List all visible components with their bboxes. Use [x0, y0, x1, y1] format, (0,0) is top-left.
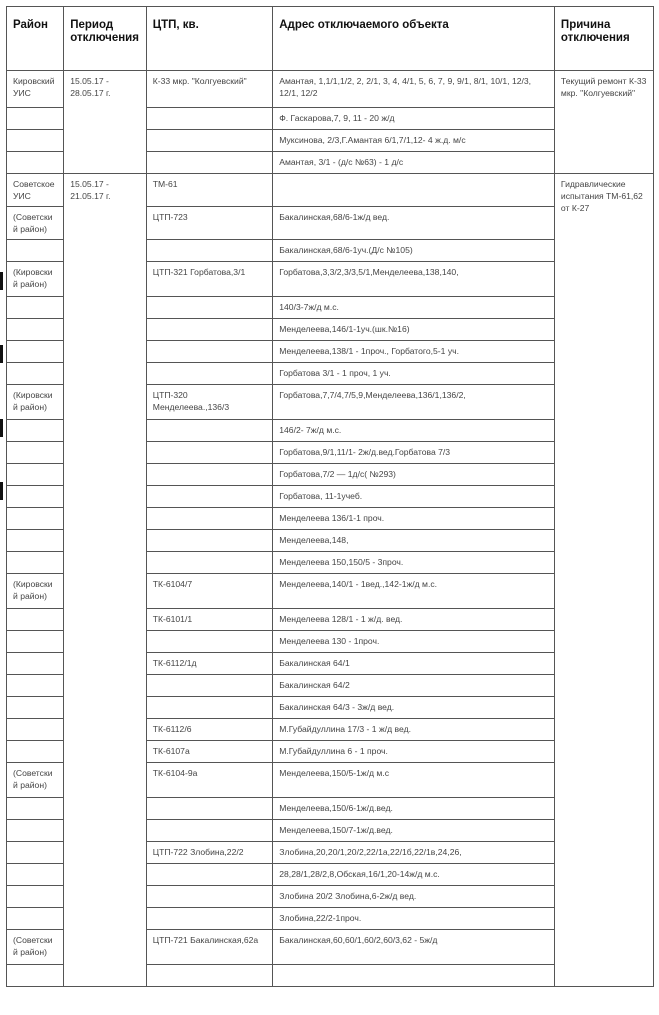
address-cell: Бакалинская 64/2	[273, 675, 555, 697]
ctp-cell	[146, 108, 273, 130]
district-cell	[7, 842, 64, 864]
ctp-cell	[146, 530, 273, 552]
district-cell	[7, 908, 64, 930]
address-cell: Злобина,20,20/1,20/2,22/1а,22/1б,22/1в,24,26,	[273, 842, 555, 864]
district-cell: (Кировский район)	[7, 385, 64, 420]
address-cell: Горбатова,9/1,11/1- 2ж/д.вед.Горбатова 7/3	[273, 442, 555, 464]
ctp-cell	[146, 798, 273, 820]
district-cell	[7, 363, 64, 385]
district-cell	[7, 297, 64, 319]
district-cell	[7, 530, 64, 552]
header-ctp: ЦТП, кв.	[146, 7, 273, 71]
ctp-cell	[146, 552, 273, 574]
header-period: Период отключения	[64, 7, 147, 71]
edge-mark	[0, 345, 3, 363]
ctp-cell	[146, 363, 273, 385]
edge-mark	[0, 272, 3, 290]
ctp-cell	[146, 420, 273, 442]
address-cell: 140/3-7ж/д м.с.	[273, 297, 555, 319]
ctp-cell	[146, 820, 273, 842]
ctp-cell	[146, 908, 273, 930]
address-cell: Менделеева,148,	[273, 530, 555, 552]
district-cell: (Кировский район)	[7, 574, 64, 609]
address-cell: Амантая, 1,1/1,1/2, 2, 2/1, 3, 4, 4/1, 5, 6, 7, 9, 9/1, 8/1, 10/1, 12/3, 12/1, 12/2	[273, 71, 555, 108]
address-cell: Муксинова, 2/3,Г.Амантая 6/1,7/1,12- 4 ж.д. м/с	[273, 130, 555, 152]
district-cell	[7, 108, 64, 130]
address-cell: Бакалинская,60,60/1,60/2,60/3,62 - 5ж/д	[273, 930, 555, 965]
district-cell: Советское УИС	[7, 174, 64, 207]
district-cell	[7, 552, 64, 574]
reason-cell: Гидравлические испытания ТМ-61,62 от К-27	[554, 174, 653, 987]
district-cell	[7, 719, 64, 741]
address-cell: Менделеева,146/1-1уч.(шк.№16)	[273, 319, 555, 341]
edge-mark	[0, 419, 3, 437]
address-cell: Злобина 20/2 Злобина,6-2ж/д вед.	[273, 886, 555, 908]
ctp-cell: ТК-6104/7	[146, 574, 273, 609]
ctp-cell: ЦТП-321 Горбатова,3/1	[146, 262, 273, 297]
address-cell: Менделеева 128/1 - 1 ж/д. вед.	[273, 609, 555, 631]
address-cell	[273, 965, 555, 987]
address-cell: Горбатова,3,3/2,3/3,5/1,Менделеева,138,140,	[273, 262, 555, 297]
table-row	[7, 174, 654, 207]
ctp-cell: ТК-6107а	[146, 741, 273, 763]
address-cell: Бакалинская 64/1	[273, 653, 555, 675]
ctp-cell	[146, 297, 273, 319]
address-cell: Бакалинская 64/3 - 3ж/д вед.	[273, 697, 555, 719]
district-cell	[7, 886, 64, 908]
edge-mark	[0, 482, 3, 500]
district-cell	[7, 442, 64, 464]
header-district: Район	[7, 7, 64, 71]
district-cell	[7, 741, 64, 763]
ctp-cell: ЦТП-722 Злобина,22/2	[146, 842, 273, 864]
address-cell: Менделеева,138/1 - 1проч., Горбатого,5-1 уч.	[273, 341, 555, 363]
district-cell	[7, 341, 64, 363]
district-cell: (Советский район)	[7, 930, 64, 965]
table-row	[7, 71, 654, 108]
ctp-cell	[146, 864, 273, 886]
address-cell: Горбатова 3/1 - 1 проч, 1 уч.	[273, 363, 555, 385]
address-cell: Менделеева 130 - 1проч.	[273, 631, 555, 653]
address-cell: Злобина,22/2-1проч.	[273, 908, 555, 930]
district-cell	[7, 965, 64, 987]
ctp-cell	[146, 464, 273, 486]
address-cell: Бакалинская,68/6-1уч.(Д/с №105)	[273, 240, 555, 262]
ctp-cell: ТК-6101/1	[146, 609, 273, 631]
reason-cell: Текущий ремонт К-33 мкр. "Колгуевский"	[554, 71, 653, 174]
ctp-cell	[146, 152, 273, 174]
address-cell: Ф. Гаскарова,7, 9, 11 - 20 ж/д	[273, 108, 555, 130]
address-cell	[273, 174, 555, 207]
ctp-cell	[146, 130, 273, 152]
address-cell: Менделеева 136/1-1 проч.	[273, 508, 555, 530]
address-cell: М.Губайдуллина 17/3 - 1 ж/д вед.	[273, 719, 555, 741]
district-cell	[7, 130, 64, 152]
district-cell	[7, 653, 64, 675]
header-reason: Причина отключения	[554, 7, 653, 71]
ctp-cell	[146, 965, 273, 987]
district-cell: (Советский район)	[7, 763, 64, 798]
address-cell: Менделеева,150/7-1ж/д.вед.	[273, 820, 555, 842]
period-cell: 15.05.17 - 28.05.17 г.	[64, 71, 147, 174]
ctp-cell	[146, 442, 273, 464]
district-cell	[7, 820, 64, 842]
period-cell: 15.05.17 - 21.05.17 г.	[64, 174, 147, 987]
address-cell: М.Губайдуллина 6 - 1 проч.	[273, 741, 555, 763]
ctp-cell	[146, 697, 273, 719]
outage-table-container	[6, 6, 654, 987]
ctp-cell	[146, 508, 273, 530]
address-cell: Менделеева,150/6-1ж/д.вед.	[273, 798, 555, 820]
ctp-cell	[146, 675, 273, 697]
ctp-cell: ТК-6112/6	[146, 719, 273, 741]
district-cell	[7, 152, 64, 174]
district-cell	[7, 319, 64, 341]
district-cell	[7, 240, 64, 262]
district-cell	[7, 631, 64, 653]
address-cell: 146/2- 7ж/д м.с.	[273, 420, 555, 442]
address-cell: 28,28/1,28/2,8,Обская,16/1,20-14ж/д м.с.	[273, 864, 555, 886]
district-cell	[7, 798, 64, 820]
address-cell: Горбатова,7,7/4,7/5,9,Менделеева,136/1,136/2,	[273, 385, 555, 420]
ctp-cell: ТК-6112/1д	[146, 653, 273, 675]
address-cell: Горбатова,7/2 — 1д/с( №293)	[273, 464, 555, 486]
ctp-cell: ТМ-61	[146, 174, 273, 207]
address-cell: Менделеева,140/1 - 1вед.,142-1ж/д м.с.	[273, 574, 555, 609]
ctp-cell	[146, 240, 273, 262]
ctp-cell: ТК-6104-9а	[146, 763, 273, 798]
district-cell	[7, 609, 64, 631]
district-cell: (Советский район)	[7, 207, 64, 240]
district-cell: Кировский УИС	[7, 71, 64, 108]
address-cell: Менделеева,150/5-1ж/д м.с	[273, 763, 555, 798]
address-cell: Бакалинская,68/6-1ж/д вед.	[273, 207, 555, 240]
district-cell	[7, 675, 64, 697]
district-cell	[7, 420, 64, 442]
ctp-cell: ЦТП-320 Менделеева.,136/3	[146, 385, 273, 420]
address-cell: Амантая, 3/1 - (д/с №63) - 1 д/с	[273, 152, 555, 174]
ctp-cell	[146, 886, 273, 908]
district-cell	[7, 486, 64, 508]
outage-schedule-table	[6, 6, 654, 987]
ctp-cell: ЦТП-721 Бакалинская,62а	[146, 930, 273, 965]
district-cell	[7, 697, 64, 719]
ctp-cell	[146, 341, 273, 363]
district-cell	[7, 508, 64, 530]
ctp-cell	[146, 319, 273, 341]
address-cell: Горбатова, 11-1учеб.	[273, 486, 555, 508]
ctp-cell: К-33 мкр. "Колгуевский"	[146, 71, 273, 108]
district-cell	[7, 864, 64, 886]
header-address: Адрес отключаемого объекта	[273, 7, 555, 71]
table-header-row	[7, 7, 654, 71]
ctp-cell	[146, 486, 273, 508]
district-cell	[7, 464, 64, 486]
ctp-cell: ЦТП-723	[146, 207, 273, 240]
address-cell: Менделеева 150,150/5 - 3проч.	[273, 552, 555, 574]
district-cell: (Кировский район)	[7, 262, 64, 297]
table-body	[7, 71, 654, 987]
ctp-cell	[146, 631, 273, 653]
